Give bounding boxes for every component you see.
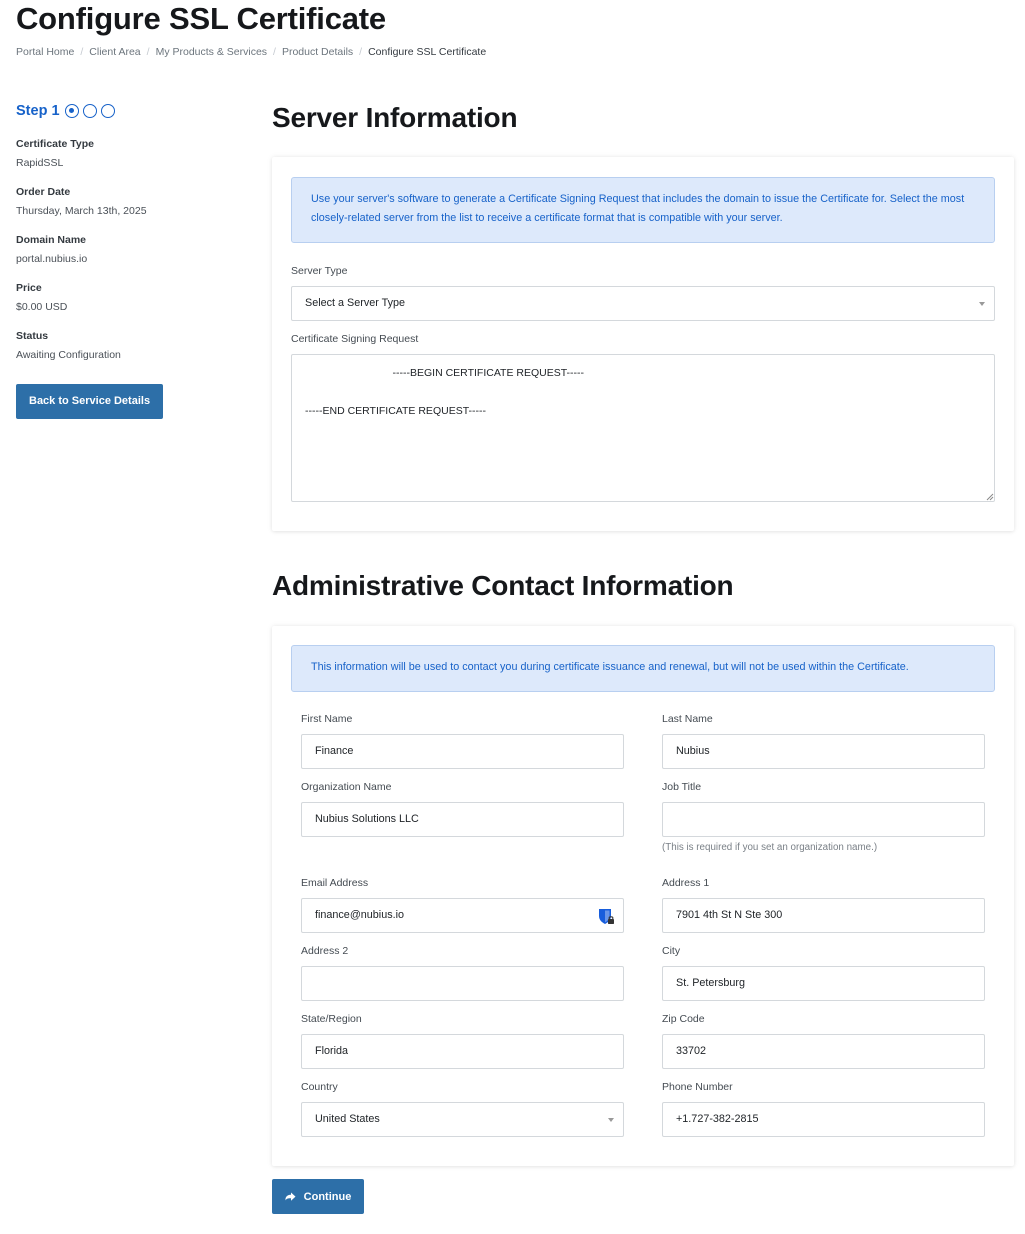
csr-textarea[interactable]: -----BEGIN CERTIFICATE REQUEST----- -----END CERTIFICATE REQUEST----- [291,354,995,502]
email-address-input[interactable] [301,898,624,933]
job-title-input[interactable] [662,802,985,837]
first-name-label: First Name [301,713,353,725]
chevron-down-icon [608,1118,614,1122]
page-title: Configure SSL Certificate [16,1,386,36]
address-2-label: Address 2 [301,945,349,957]
first-name-input[interactable]: Finance [301,734,624,769]
info-label: Price [16,282,42,294]
admin-contact-title: Administrative Contact Information [272,570,734,601]
breadcrumb-separator: / [359,46,363,58]
city-label: City [662,945,681,957]
email-address-value: finance@nubius.io [315,909,404,921]
breadcrumb-current: Configure SSL Certificate [368,46,487,58]
arrow-right-icon [285,1192,296,1202]
breadcrumb-products-services[interactable]: My Products & Services [155,46,268,58]
country-label: Country [301,1081,338,1093]
server-information-card [272,157,1014,531]
info-label: Status [16,330,49,342]
country-value: United States [315,1113,380,1125]
step-dot-current [65,104,79,118]
phone-number-label: Phone Number [662,1081,733,1093]
country-select[interactable] [301,1102,624,1137]
address-1-label: Address 1 [662,877,710,889]
server-info-alert: Use your server's software to generate a Certificate Signing Request that includes the domain to issue the Certificate for. Select the most closely-related server from the list to receive a certificate format that is compatible with your server. [291,177,995,243]
info-order-date [16,185,236,218]
continue-button[interactable] [272,1179,364,1214]
state-region-input[interactable]: Florida [301,1034,624,1069]
last-name-label: Last Name [662,713,713,725]
server-type-value: Select a Server Type [305,297,406,309]
breadcrumb-product-details[interactable]: Product Details [281,46,354,58]
job-title-help: (This is required if you set an organization name.) [662,842,878,853]
organization-name-input[interactable]: Nubius Solutions LLC [301,802,624,837]
info-label: Certificate Type [16,138,94,150]
info-value: $0.00 USD [16,301,68,313]
breadcrumb-portal-home[interactable]: Portal Home [16,46,75,58]
resize-grip-icon[interactable] [986,493,994,501]
breadcrumb-client-area[interactable]: Client Area [89,46,141,58]
last-name-input[interactable]: Nubius [662,734,985,769]
info-label: Order Date [16,186,71,198]
server-type-select[interactable] [291,286,995,321]
sidebar [16,100,236,419]
info-value: portal.nubius.io [16,253,88,265]
organization-name-label: Organization Name [301,781,392,793]
admin-contact-card [272,626,1014,1166]
email-address-label: Email Address [301,877,369,889]
info-value: RapidSSL [16,157,64,169]
password-manager-icon[interactable] [597,907,615,926]
info-value: Thursday, March 13th, 2025 [16,205,147,217]
city-input[interactable]: St. Petersburg [662,966,985,1001]
phone-number-input[interactable]: +1.727-382-2815 [662,1102,985,1137]
back-to-service-details-button[interactable]: Back to Service Details [16,384,163,419]
info-label: Domain Name [16,234,87,246]
breadcrumb-separator: / [273,46,276,58]
zip-code-input[interactable]: 33702 [662,1034,985,1069]
info-status [16,329,236,362]
info-domain-name [16,233,236,266]
continue-label: Continue [303,1190,352,1203]
step-dot [83,104,97,118]
step-label: Step 1 [16,103,60,119]
csr-label: Certificate Signing Request [291,333,419,345]
admin-contact-alert: This information will be used to contact you during certificate issuance and renewal, but will not be used within the Certificate. [291,645,995,692]
breadcrumb [16,46,486,58]
address-2-input[interactable] [301,966,624,1001]
step-indicator [16,100,236,122]
server-information-title: Server Information [272,102,518,133]
zip-code-label: Zip Code [662,1013,705,1025]
job-title-label: Job Title [662,781,702,793]
breadcrumb-separator: / [80,46,84,58]
server-type-label: Server Type [291,265,348,277]
address-1-input[interactable]: 7901 4th St N Ste 300 [662,898,985,933]
chevron-down-icon [979,302,985,306]
info-value: Awaiting Configuration [16,349,121,361]
info-certificate-type [16,137,236,170]
step-dot [101,104,115,118]
state-region-label: State/Region [301,1013,362,1025]
info-price [16,281,236,314]
breadcrumb-separator: / [146,46,150,58]
